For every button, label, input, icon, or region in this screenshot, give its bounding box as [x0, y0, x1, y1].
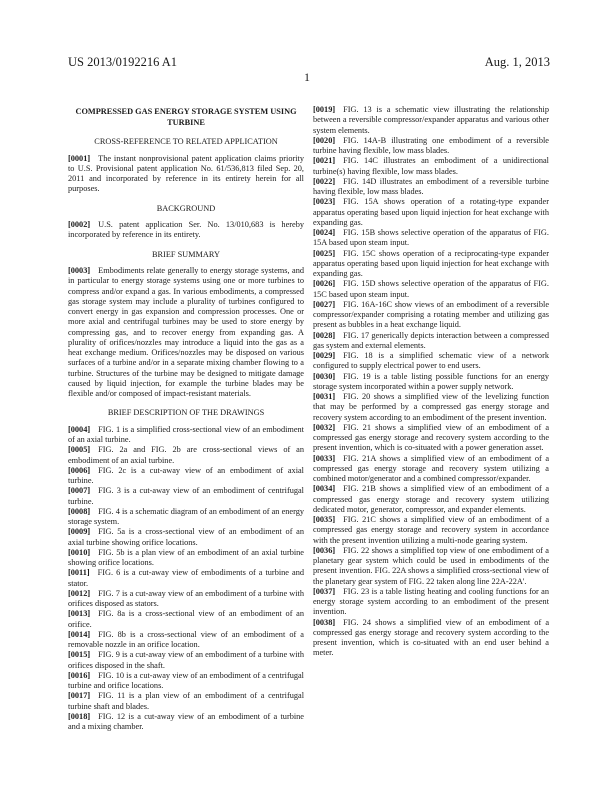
paragraph-number: [0035]	[313, 515, 336, 524]
figure-description	[313, 372, 549, 393]
figure-description	[68, 712, 304, 733]
section-heading: BRIEF SUMMARY	[151, 249, 220, 259]
paragraph-number: [0003]	[68, 266, 91, 275]
figure-description	[313, 351, 549, 372]
paragraph-text: Embodiments relate generally to energy storage systems, and in particular to energy storage systems using one or more turbines to compress and/or expand a gas. In various embodiments, a compressed gas storage system may include a plurality of turbines configured to convert energy in gas expansion and compression processes. One or more axial and centrifugal turbines may be used to store energy by compressing gas, and to recover energy from expanding gas. A plurality of orifices/nozzles may introduce a liquid into the gas as a heat exchange medium. Orifices/nozzles may be disposed on various surfaces of a turbine and/or in a separate mixing chamber flowing to a turbine. Structures of the turbine may be designed to mitigate damage caused by liquid injection, for example the turbine blades may be flexible and/or composed of impact-resistant materials.	[68, 266, 304, 398]
paragraph-text: U.S. patent application Ser. No. 13/010,683 is hereby incorporated by reference in its entirety.	[68, 220, 304, 240]
figure-description	[313, 331, 549, 352]
paragraph-number: [0037]	[313, 586, 336, 596]
paragraph-number: [0023]	[313, 197, 336, 207]
paragraph-number: [0013]	[68, 609, 91, 619]
paragraph-number: [0014]	[68, 629, 91, 639]
figure-description	[313, 546, 549, 587]
paragraph-text: FIG. 14A-B illustrating one embodiment of a reversible turbine having flexible, low mass blades.	[313, 135, 549, 155]
paragraph-number: [0005]	[68, 445, 91, 455]
paragraph-text: FIG. 24 shows a simplified view of an embodiment of a compressed gas energy storage and recovery system according to the present invention, which is co-situated with an end user behind a meter.	[313, 617, 549, 658]
paragraph-number: [0008]	[68, 506, 91, 516]
figure-description	[68, 466, 304, 487]
paragraph-text: FIG. 5b is a plan view of an embodiment of an axial turbine showing orifice locations.	[68, 547, 304, 567]
paragraph-number: [0010]	[68, 547, 91, 557]
paragraph-text: FIG. 10 is a cut-away view of an embodiment of a centrifugal turbine and orifice locations.	[68, 670, 304, 690]
paragraph-number: [0029]	[313, 351, 336, 360]
paragraph-text: FIG. 2c is a cut-away view of an embodiment of axial turbine.	[68, 465, 304, 485]
figure-description	[313, 197, 549, 228]
paragraph-text: FIG. 21 shows a simplified view of an embodiment of a compressed gas energy storage and recovery system according to the present invention, which is co-situated with a power generation asset.	[313, 422, 549, 453]
publication-date: Aug. 1, 2013	[484, 55, 550, 69]
paragraph-number: [0021]	[313, 156, 336, 166]
paragraph	[68, 154, 304, 195]
paragraph-text: FIG. 16A-16C show views of an embodiment of a reversible compressor/expander comprising a rotating member and utilizing gas present as bubbles in a heat exchange liquid.	[313, 299, 549, 330]
paragraph-text: FIG. 5a is a cross-sectional view of an embodiment of an axial turbine showing orifice locations.	[68, 527, 304, 547]
paragraph-number: [0006]	[68, 465, 91, 475]
figure-description	[68, 425, 304, 446]
section-heading: BRIEF DESCRIPTION OF THE DRAWINGS	[107, 408, 265, 418]
paragraph-number: [0017]	[68, 691, 91, 701]
paragraph-number: [0016]	[68, 670, 91, 680]
figure-description	[68, 650, 304, 671]
figure-description	[313, 300, 549, 331]
paragraph	[68, 220, 304, 241]
paragraph-number: [0033]	[313, 453, 336, 463]
paragraph-number: [0019]	[313, 105, 336, 114]
figure-description	[313, 515, 549, 546]
publication-number: US 2013/0192216 A1	[68, 55, 178, 69]
paragraph-text: FIG. 3 is a cut-away view of an embodiment of centrifugal turbine.	[68, 486, 304, 506]
paragraph-text: FIG. 11 is a plan view of an embodiment of a centrifugal turbine shaft and blades.	[68, 691, 304, 711]
right-column	[313, 105, 549, 659]
paragraph-number: [0011]	[68, 568, 90, 578]
paragraph-text: FIG. 15D shows selective operation of the apparatus of FIG. 15C based upon steam input.	[313, 279, 549, 299]
paragraph-number: [0015]	[68, 650, 91, 660]
paragraph-number: [0028]	[313, 330, 336, 340]
paragraph-text: FIG. 19 is a table listing possible functions for an energy storage system incorporated within a power supply network.	[313, 371, 549, 391]
figure-description	[313, 392, 549, 423]
paragraph	[68, 266, 304, 399]
figure-description	[313, 454, 549, 485]
paragraph-number: [0002]	[68, 220, 91, 229]
figure-description	[313, 618, 549, 659]
figure-description	[68, 630, 304, 651]
document-title: COMPRESSED GAS ENERGY STORAGE SYSTEM USING TURBINE	[75, 107, 297, 127]
figure-description	[313, 249, 549, 280]
section-heading: CROSS-REFERENCE TO RELATED APPLICATION	[94, 137, 278, 146]
figure-description	[313, 587, 549, 618]
figure-description	[68, 527, 304, 548]
paragraph-text: FIG. 14D illustrates an embodiment of a reversible turbine having flexible, low mass blades.	[313, 176, 549, 196]
paragraph-number: [0027]	[313, 299, 336, 309]
paragraph-number: [0009]	[68, 527, 91, 537]
paragraph-number: [0031]	[313, 392, 336, 401]
figure-description	[313, 177, 549, 198]
paragraph-text: FIG. 21B shows a simplified view of an embodiment of a compressed gas energy storage and recovery system utilizing dedicated motor, generator, compressor, and expander elements.	[313, 484, 549, 514]
paragraph-number: [0022]	[313, 176, 336, 186]
paragraph-number: [0004]	[68, 424, 91, 434]
paragraph-number: [0012]	[68, 588, 91, 598]
paragraph-text: FIG. 2a and FIG. 2b are cross-sectional views of an embodiment of an axial turbine.	[68, 445, 304, 465]
paragraph-text: FIG. 15A shows operation of a rotating-type expander apparatus operating based upon liquid injection for heat exchange with expanding gas.	[313, 197, 549, 227]
figure-description	[68, 691, 304, 712]
paragraph-text: FIG. 20 shows a simplified view of the levelizing function that may be performed by a compressed gas energy storage and recovery system according to an embodiment of the present invention.	[313, 392, 549, 422]
paragraph-text: FIG. 22 shows a simplified top view of one embodiment of a planetary gear system which could be used in embodiments of the present invention. FIG. 22A shows a simplified cross-sectional view of the planetary gear system of FIG. 22 taken along line 22A-22A'.	[313, 545, 549, 586]
figure-description	[68, 568, 304, 589]
paragraph-text: FIG. 21A shows a simplified view of an embodiment of a compressed gas energy storage and recovery system utilizing a combined motor/generator and a combined compressor/expander.	[313, 453, 549, 483]
paragraph-text: FIG. 13 is a schematic view illustrating the relationship between a reversible compressor/expander apparatus and various other system elements.	[313, 105, 549, 135]
figure-description	[68, 486, 304, 507]
figure-description	[68, 589, 304, 610]
paragraph-text: FIG. 15C shows operation of a reciprocating-type expander apparatus operating based upon liquid injection for heat exchange with expanding gas.	[313, 248, 549, 278]
figure-description	[313, 105, 549, 136]
paragraph-text: FIG. 21C shows a simplified view of an embodiment of a compressed gas energy storage and recovery system in accordance with the present invention utilizing a multi-node gearing system.	[313, 515, 549, 545]
paragraph-number: [0034]	[313, 484, 336, 494]
figure-description	[68, 445, 304, 466]
paragraph-number: [0026]	[313, 279, 336, 289]
paragraph-text: FIG. 15B shows selective operation of the apparatus of FIG. 15A based upon steam input.	[313, 228, 549, 248]
paragraph-text: FIG. 23 is a table listing heating and cooling functions for an energy storage system according to an embodiment of the present invention.	[313, 586, 549, 617]
paragraph-text: FIG. 7 is a cut-away view of an embodiment of a turbine with orifices disposed as stators.	[68, 588, 304, 608]
figure-description	[68, 548, 304, 569]
figure-description	[313, 228, 549, 249]
paragraph-number: [0007]	[68, 486, 91, 496]
paragraph-text: FIG. 8b is a cross-sectional view of an embodiment of a removable nozzle in an orifice location.	[68, 629, 304, 649]
figure-description	[313, 156, 549, 177]
paragraph-text: FIG. 8a is a cross-sectional view of an embodiment of an orifice.	[68, 609, 304, 629]
figure-description	[68, 609, 304, 630]
paragraph-text: FIG. 4 is a schematic diagram of an embodiment of an energy storage system.	[68, 506, 304, 526]
figure-description	[313, 136, 549, 157]
paragraph-number: [0036]	[313, 545, 336, 555]
figure-description	[68, 671, 304, 692]
paragraph-text: FIG. 6 is a cut-away view of embodiments of a turbine and stator.	[68, 568, 304, 588]
paragraph-number: [0001]	[68, 153, 91, 163]
paragraph-number: [0018]	[68, 711, 91, 721]
figure-description	[68, 507, 304, 528]
paragraph-text: The instant nonprovisional patent application claims priority to U.S. Provisional patent application No. 61/536,813 filed Sep. 20, 2011 and incorporated by reference in its entirety herein for all purposes.	[68, 153, 304, 194]
paragraph-number: [0032]	[313, 422, 336, 432]
paragraph-text: FIG. 1 is a simplified cross-sectional view of an embodiment of an axial turbine.	[68, 424, 304, 444]
paragraph-text: FIG. 17 generically depicts interaction between a compressed gas system and external elements.	[313, 330, 549, 350]
paragraph-text: FIG. 14C illustrates an embodiment of a unidirectional turbine(s) having flexible, low mass blades.	[313, 156, 549, 176]
paragraph-number: [0038]	[313, 617, 336, 627]
page-number: 1	[304, 70, 310, 84]
paragraph-text: FIG. 12 is a cut-away view of an embodiment of a turbine and a mixing chamber.	[68, 711, 304, 731]
figure-description	[313, 484, 549, 515]
paragraph-number: [0030]	[313, 371, 336, 381]
section-heading: BACKGROUND	[156, 203, 216, 213]
paragraph-number: [0020]	[313, 135, 336, 145]
paragraph-text: FIG. 9 is a cut-away view of an embodiment of a turbine with orifices disposed in the shaft.	[68, 650, 304, 670]
paragraph-number: [0025]	[313, 248, 336, 258]
figure-description	[313, 279, 549, 300]
figure-description	[313, 423, 549, 454]
paragraph-number: [0024]	[313, 228, 336, 237]
paragraph-text: FIG. 18 is a simplified schematic view of a network configured to supply electrical power to end users.	[313, 351, 549, 371]
left-column	[68, 105, 304, 732]
